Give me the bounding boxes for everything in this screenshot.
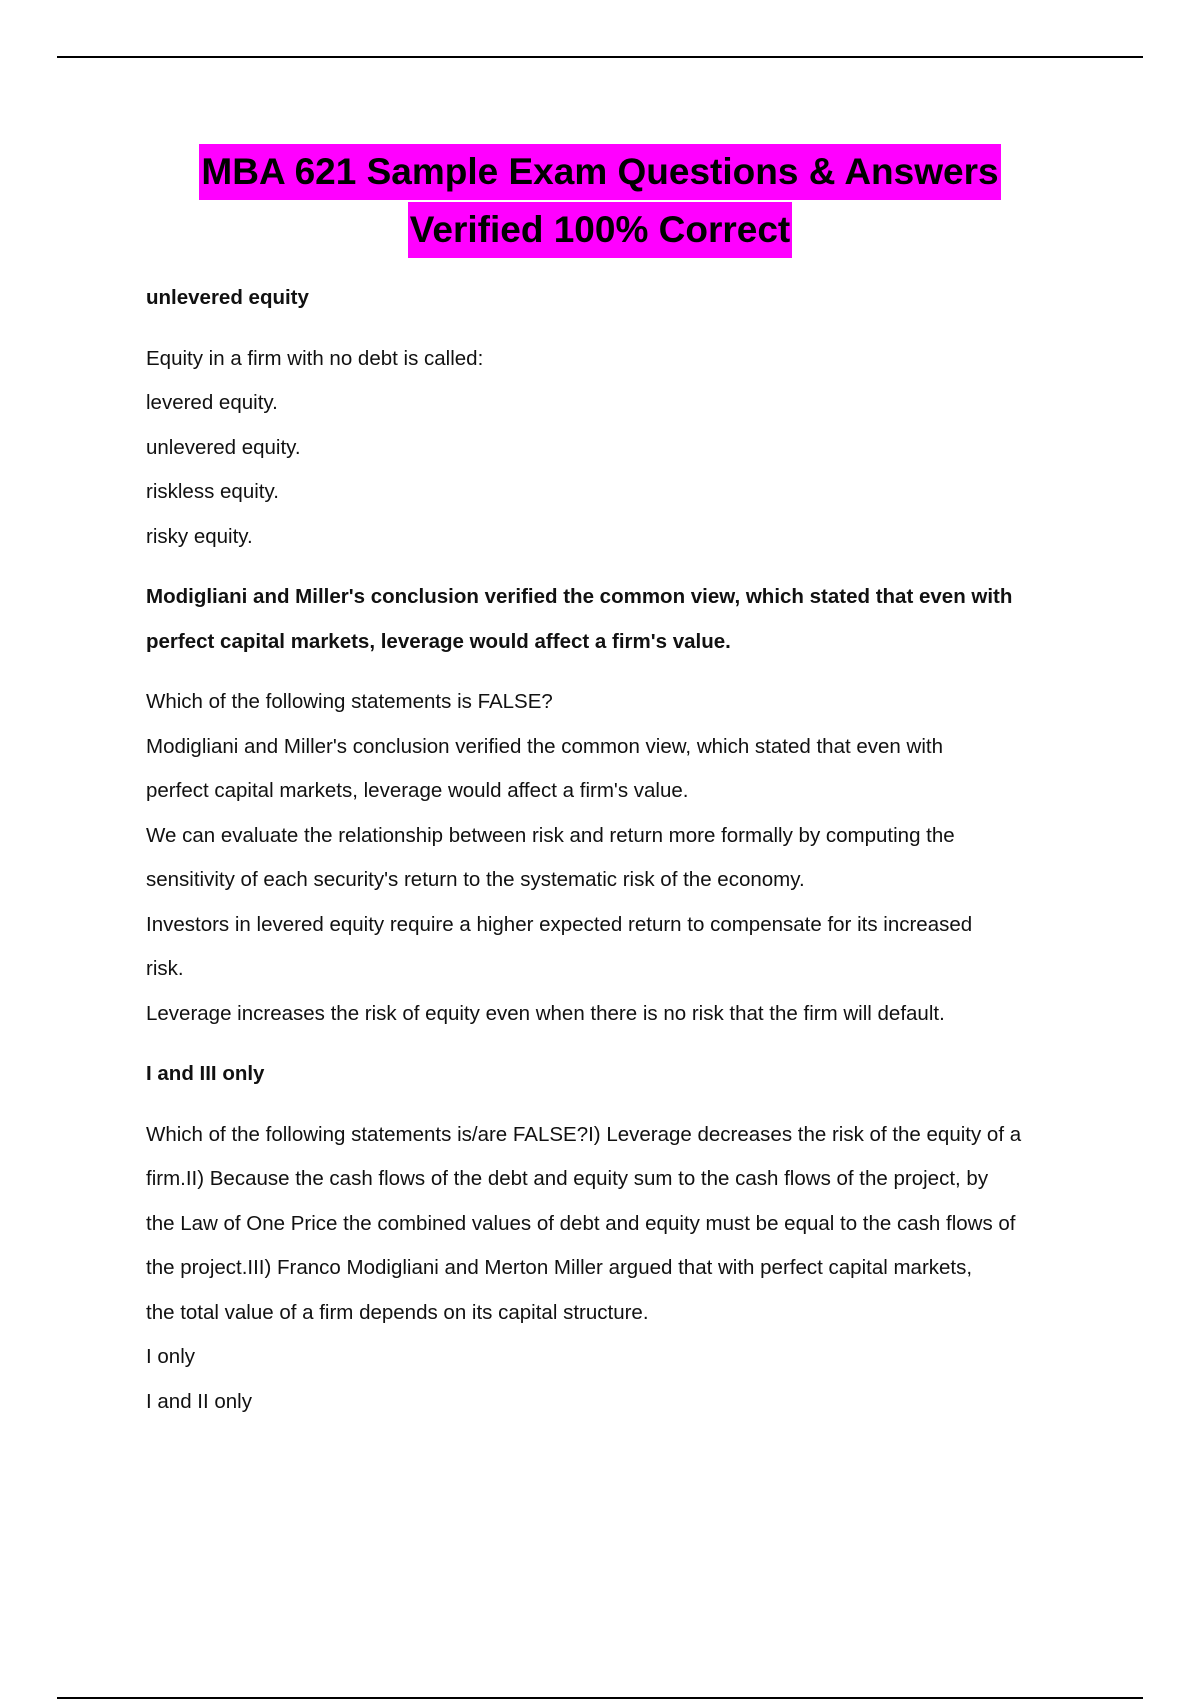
card-1-option: levered equity. — [146, 391, 278, 414]
card-1-option: unlevered equity. — [146, 435, 301, 459]
top-rule — [57, 56, 1143, 58]
card-2-question — [146, 680, 1106, 1036]
card-3-question-line: the total value of a firm depends on its capital structure. — [146, 1300, 649, 1324]
card-2-option-line: perfect capital markets, leverage would affect a firm's value. — [146, 779, 689, 802]
card-3-question-line: the Law of One Price the combined values of debt and equity must be equal to the cash flows of — [146, 1211, 1016, 1235]
card-1-question — [146, 337, 1106, 560]
document-title — [0, 144, 1200, 260]
card-3-question-line: the project.III) Franco Modigliani and Merton Miller argued that with perfect capital markets, — [146, 1256, 973, 1279]
card-2-option-line: Modigliani and Miller's conclusion verified the common view, which stated that even with — [146, 734, 943, 758]
card-3-question-line: Which of the following statements is/are FALSE?I) Leverage decreases the risk of the equity of a — [146, 1122, 1022, 1146]
card-3-answer: I and III only — [146, 1062, 265, 1085]
card-2-answer-line: perfect capital markets, leverage would affect a firm's value. — [146, 629, 731, 653]
card-2-option-line: Leverage increases the risk of equity even when there is no risk that the firm will default. — [146, 1001, 945, 1025]
card-1-question-line: Equity in a firm with no debt is called: — [146, 346, 484, 370]
card-3-option: I only — [146, 1345, 195, 1368]
title-line-1: MBA 621 Sample Exam Questions & Answers — [199, 144, 1000, 200]
title-line-2: Verified 100% Correct — [408, 202, 792, 258]
card-1-option: riskless equity. — [146, 480, 279, 503]
card-2-option-line: sensitivity of each security's return to the systematic risk of the economy. — [146, 868, 805, 891]
card-2-question-line: Which of the following statements is FALSE? — [146, 690, 553, 713]
card-2-answer-line: Modigliani and Miller's conclusion verified the common view, which stated that even with — [146, 585, 1013, 608]
card-2-option-line: Investors in levered equity require a higher expected return to compensate for its increased — [146, 912, 973, 936]
qa-content — [146, 276, 1106, 1440]
card-1-answer: unlevered equity — [146, 286, 309, 309]
card-3-option: I and II only — [146, 1389, 252, 1413]
card-1-option: risky equity. — [146, 524, 253, 548]
card-2-option-line: We can evaluate the relationship between risk and return more formally by computing the — [146, 823, 955, 847]
card-3-question — [146, 1113, 1106, 1425]
card-2-answer — [146, 575, 1106, 664]
bottom-rule — [57, 1697, 1143, 1699]
card-3-question-line: firm.II) Because the cash flows of the debt and equity sum to the cash flows of the project, by — [146, 1167, 989, 1190]
card-2-option-line: risk. — [146, 957, 184, 980]
